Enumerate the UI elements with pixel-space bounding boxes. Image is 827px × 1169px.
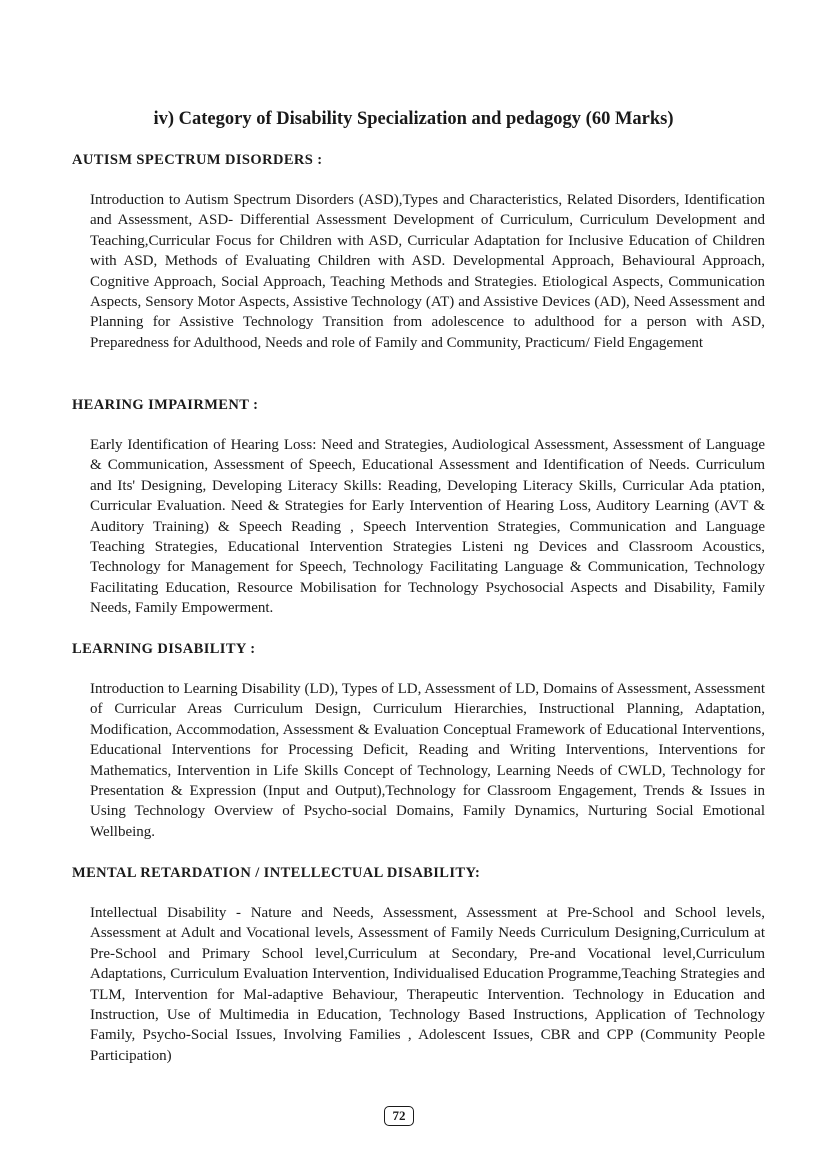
section-body: Early Identification of Hearing Loss: Need and Strategies, Audiological Assessment, Assessment of Language & Communication, Assessment of Speech, Educational Assessment and Identification of Needs. Curriculum and Its' Designing, Developing Literacy Skills: Reading, Developing Literacy Skills, Curricular Ada ptation, Curricular Evaluation. Need & Strategies for Early Intervention of Hearing Loss, Auditory Learning (AVT & Auditory Training) & Speech Reading , Speech Intervention Strategies, Communication and Language Teaching Strategies, Educational Intervention Strategies Listeni ng Devices and Classroom Acoustics, Technology for Management for Speech, Technology Facilitating Language & Communication, Technology Facilitating Education, Resource Mobilisation for Technology Psychosocial Aspects and Disability, Family Needs, Family Empowerment. (90, 437, 765, 617)
section-heading: HEARING IMPAIRMENT : (72, 397, 259, 413)
section-body: Introduction to Autism Spectrum Disorders (ASD),Types and Characteristics, Related Disorders, Identification and Assessment, ASD- Differential Assessment Development of Curriculum, Curriculum Development and Teaching,Curricular Focus for Children with ASD, Curricular Adaptation for Inclusive Education of Children with ASD, Methods of Evaluating Children with ASD. Developmental Approach, Behavioural Approach, Cognitive Approach, Social Approach, Teaching Methods and Strategies. Etiological Aspects, Communication Aspects, Sensory Motor Aspects, Assistive Technology (AT) and Assistive Devices (AD), Need Assessment and Planning for Assistive Technology Transition from adolescence to adulthood for a person with ASD, Preparedness for Adulthood, Needs and role of Family and Community, Practicum/ Field Engagement (90, 192, 765, 351)
page-title: iv) Category of Disability Specialization and pedagogy (60 Marks) (153, 109, 674, 129)
section-heading: AUTISM SPECTRUM DISORDERS : (72, 152, 323, 168)
page-number: 72 (384, 1106, 414, 1126)
section-body: Introduction to Learning Disability (LD), Types of LD, Assessment of LD, Domains of Assessment, Assessment of Curricular Areas Curriculum Design, Curriculum Hierarchies, Instructional Planning, Adaptation, Modification, Accommodation, Assessment & Evaluation Conceptual Framework of Educational Interventions, Educational Interventions for Processing Deficit, Reading and Writing Interventions, Interventions for Mathematics, Intervention in Life Skills Concept of Technology, Learning Needs of CWLD, Technology for Presentation & Expression (Input and Output),Technology for Classroom Engagement, Trends & Issues in Using Technology Overview of Psycho-social Domains, Family Dynamics, Nurturing Social Emotional Wellbeing. (90, 681, 765, 840)
section-hearing-impairment (72, 395, 765, 619)
section-learning-disability (72, 639, 765, 842)
section-intellectual-disability (72, 863, 765, 1066)
section-heading: LEARNING DISABILITY : (72, 641, 256, 657)
section-autism-spectrum-disorders (72, 150, 765, 353)
section-heading: MENTAL RETARDATION / INTELLECTUAL DISABILITY: (72, 865, 481, 881)
section-body: Intellectual Disability - Nature and Needs, Assessment, Assessment at Pre-School and School levels, Assessment at Adult and Vocational levels, Assessment of Family Needs Curriculum Designing,Curriculum at Pre-School and Primary School level,Curriculum at Secondary, Pre-and Vocational level,Curriculum Adaptations, Curriculum Evaluation Intervention, Individualised Education Programme,Teaching Strategies and TLM, Intervention for Mal-adaptive Behaviour, Therapeutic Intervention. Technology in Education and Instruction, Use of Multimedia in Education, Technology Based Instructions, Application of Technology Family, Psycho-Social Issues, Involving Families , Adolescent Issues, CBR and CPP (Community People Participation) (90, 905, 765, 1064)
